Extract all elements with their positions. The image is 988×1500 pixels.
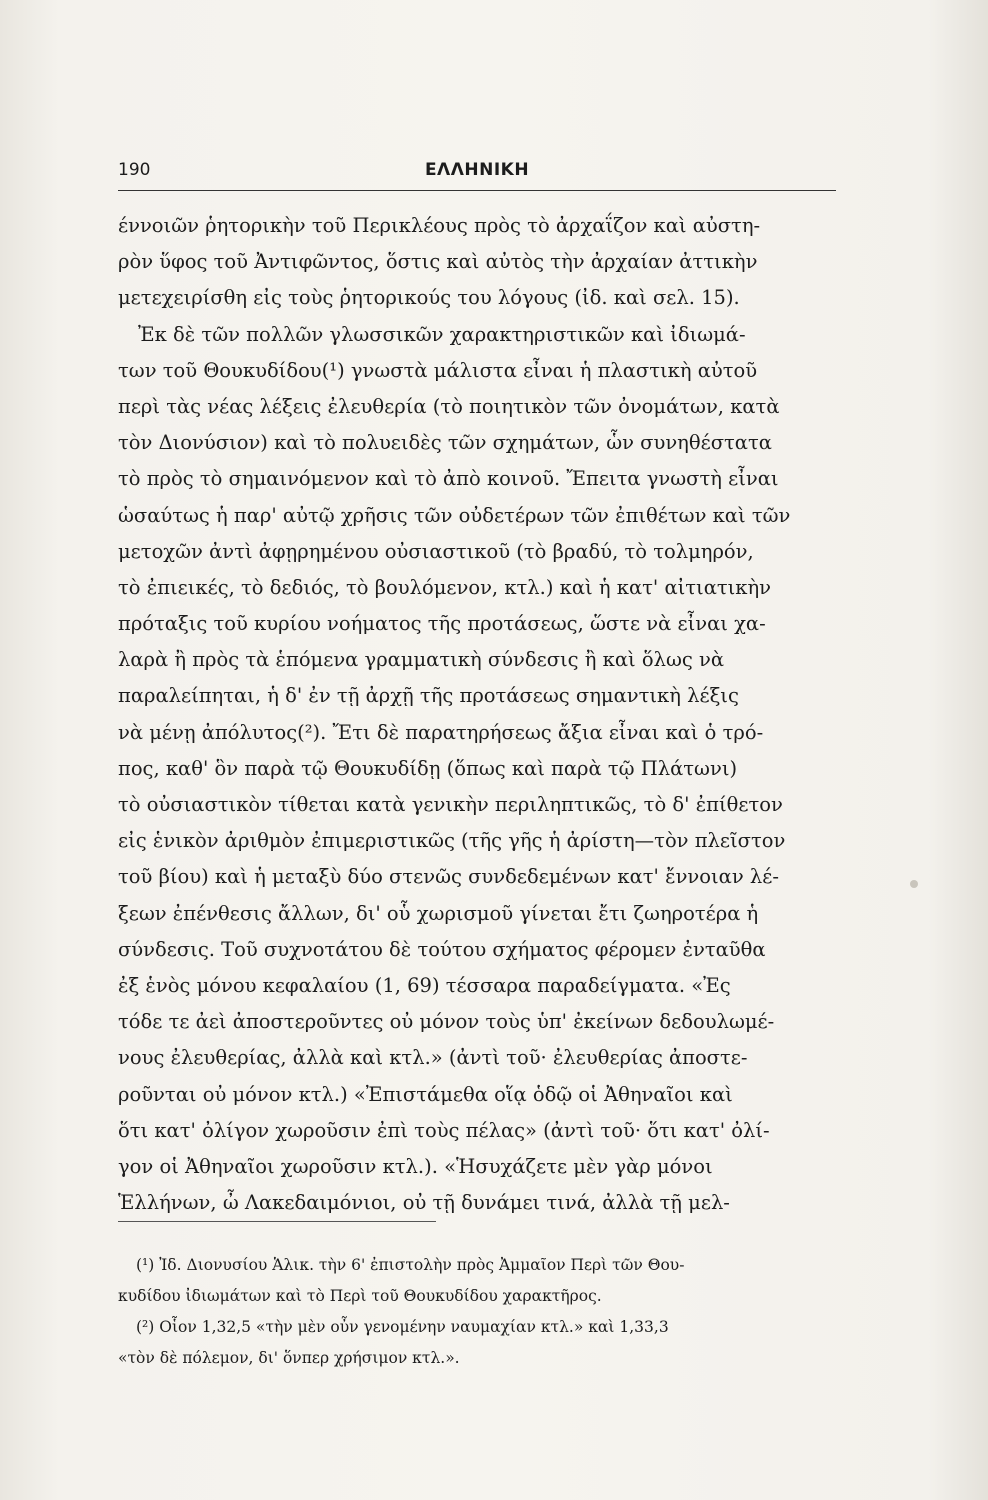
footnote-line: (¹) Ἰδ. Διονυσίου Ἁλικ. τὴν 6' ἐπιστολὴν πρὸς Ἀμμαῖον Περὶ τῶν Θου-	[136, 1256, 685, 1274]
text-line: ὡσαύτως ἡ παρ' αὐτῷ χρῆσις τῶν οὐδετέρων τῶν ἐπιθέτων καὶ τῶν	[118, 503, 791, 527]
footnote-rule	[118, 1221, 436, 1222]
text-line: πρόταξις τοῦ κυρίου νοήματος τῆς προτάσεως, ὥστε νὰ εἶναι χα-	[118, 612, 766, 636]
text-line: ξεων ἐπένθεσις ἄλλων, δι' οὗ χωρισμοῦ γίνεται ἔτι ζωηροτέρα ἡ	[118, 901, 759, 925]
text-line: Ἑλλήνων, ὦ Λακεδαιμόνιοι, οὐ τῇ δυνάμει τινά, ἀλλὰ τῇ μελ-	[118, 1191, 730, 1215]
text-line: τὸ πρὸς τὸ σημαινόμενον καὶ τὸ ἀπὸ κοινοῦ. Ἔπειτα γνωστὴ εἶναι	[118, 467, 779, 491]
text-line: των τοῦ Θουκυδίδου(¹) γνωστὰ μάλιστα εἶναι ἡ πλαστικὴ αὐτοῦ	[118, 358, 758, 382]
text-line: ροῦνται οὐ μόνον κτλ.) «Ἐπιστάμεθα οἵᾳ ὁδῷ οἱ Ἀθηναῖοι καὶ	[118, 1082, 733, 1106]
text-line: τόδε τε ἀεὶ ἀποστεροῦντες οὐ μόνον τοὺς ὑπ' ἐκείνων δεδουλωμέ-	[118, 1010, 775, 1034]
page-number: 190	[118, 160, 151, 180]
text-line: ἐξ ἑνὸς μόνου κεφαλαίου (1, 69) τέσσαρα παραδείγματα. «Ἐς	[118, 973, 731, 997]
text-line: σύνδεσις. Τοῦ συχνοτάτου δὲ τούτου σχήματος φέρομεν ἐνταῦθα	[118, 937, 766, 961]
text-line: εἰς ἑνικὸν ἀριθμὸν ἐπιμεριστικῶς (τῆς γῆς ἡ ἀρίστη—τὸν πλεῖστον	[118, 829, 786, 853]
text-line: νὰ μένῃ ἀπόλυτος(²). Ἔτι δὲ παρατηρήσεως ἄξια εἶναι καὶ ὁ τρό-	[118, 720, 764, 744]
text-line: τὸ ἐπιεικές, τὸ δεδιός, τὸ βουλόμενον, κτλ.) καὶ ἡ κατ' αἰτιατικὴν	[118, 575, 772, 599]
text-line: παραλείπηται, ἡ δ' ἐν τῇ ἀρχῇ τῆς προτάσεως σημαντικὴ λέξις	[118, 684, 739, 708]
text-line: λαρὰ ἢ πρὸς τὰ ἑπόμενα γραμματικὴ σύνδεσις ἢ καὶ ὅλως νὰ	[118, 648, 725, 672]
text-line: γον οἱ Ἀθηναῖοι χωροῦσιν κτλ.). «Ἡσυχάζετε μὲν γὰρ μόνοι	[118, 1154, 713, 1178]
body-text	[118, 208, 848, 1221]
paper-speck	[910, 880, 918, 888]
text-line: μετεχειρίσθη εἰς τοὺς ῥητορικούς του λόγους (ἰδ. καὶ σελ. 15).	[118, 286, 740, 310]
text-line: τὸν Διονύσιον) καὶ τὸ πολυειδὲς τῶν σχημάτων, ὧν συνηθέστατα	[118, 431, 772, 455]
footnote-line: κυδίδου ἰδιωμάτων καὶ τὸ Περὶ τοῦ Θουκυδίδου χαρακτῆρος.	[118, 1287, 602, 1305]
text-line: ρὸν ὕφος τοῦ Ἀντιφῶντος, ὅστις καὶ αὐτὸς τὴν ἀρχαίαν ἀττικὴν	[118, 250, 758, 274]
footnote-line: «τὸν δὲ πόλεμον, δι' ὅνπερ χρήσιμον κτλ.».	[118, 1349, 460, 1367]
text-line: ὅτι κατ' ὀλίγον χωροῦσιν ἐπὶ τοὺς πέλας» (ἀντὶ τοῦ· ὅτι κατ' ὀλί-	[118, 1118, 770, 1142]
journal-title: ΕΛΛΗΝΙΚΗ	[424, 160, 530, 180]
text-line: μετοχῶν ἀντὶ ἀφῃρημένου οὐσιαστικοῦ (τὸ βραδύ, τὸ τολμηρόν,	[118, 539, 754, 563]
text-line: νους ἐλευθερίας, ἀλλὰ καὶ κτλ.» (ἀντὶ τοῦ· ἐλευθερίας ἀποστε-	[118, 1046, 748, 1070]
text-line: έννοιῶν ῥητορικὴν τοῦ Περικλέους πρὸς τὸ ἀρχαΐζον καὶ αὐστη-	[118, 214, 761, 237]
footnote-line: (²) Οἷον 1,32,5 «τὴν μὲν οὖν γενομένην ναυμαχίαν κτλ.» καὶ 1,33,3	[136, 1318, 669, 1336]
text-line: τοῦ βίου) καὶ ἡ μεταξὺ δύο στενῶς συνδεδεμένων κατ' ἔννοιαν λέ-	[118, 865, 779, 889]
text-line: πος, καθ' ὃν παρὰ τῷ Θουκυδίδῃ (ὅπως καὶ παρὰ τῷ Πλάτωνι)	[118, 756, 738, 780]
running-head	[118, 160, 836, 191]
text-line: Ἐκ δὲ τῶν πολλῶν γλωσσικῶν χαρακτηριστικῶν καὶ ἰδιωμά-	[138, 322, 746, 346]
text-line: τὸ οὐσιαστικὸν τίθεται κατὰ γενικὴν περιληπτικῶς, τὸ δ' ἐπίθετον	[118, 793, 783, 816]
footnotes	[118, 1250, 858, 1374]
text-line: περὶ τὰς νέας λέξεις ἐλευθερία (τὸ ποιητικὸν τῶν ὀνομάτων, κατὰ	[118, 394, 780, 418]
